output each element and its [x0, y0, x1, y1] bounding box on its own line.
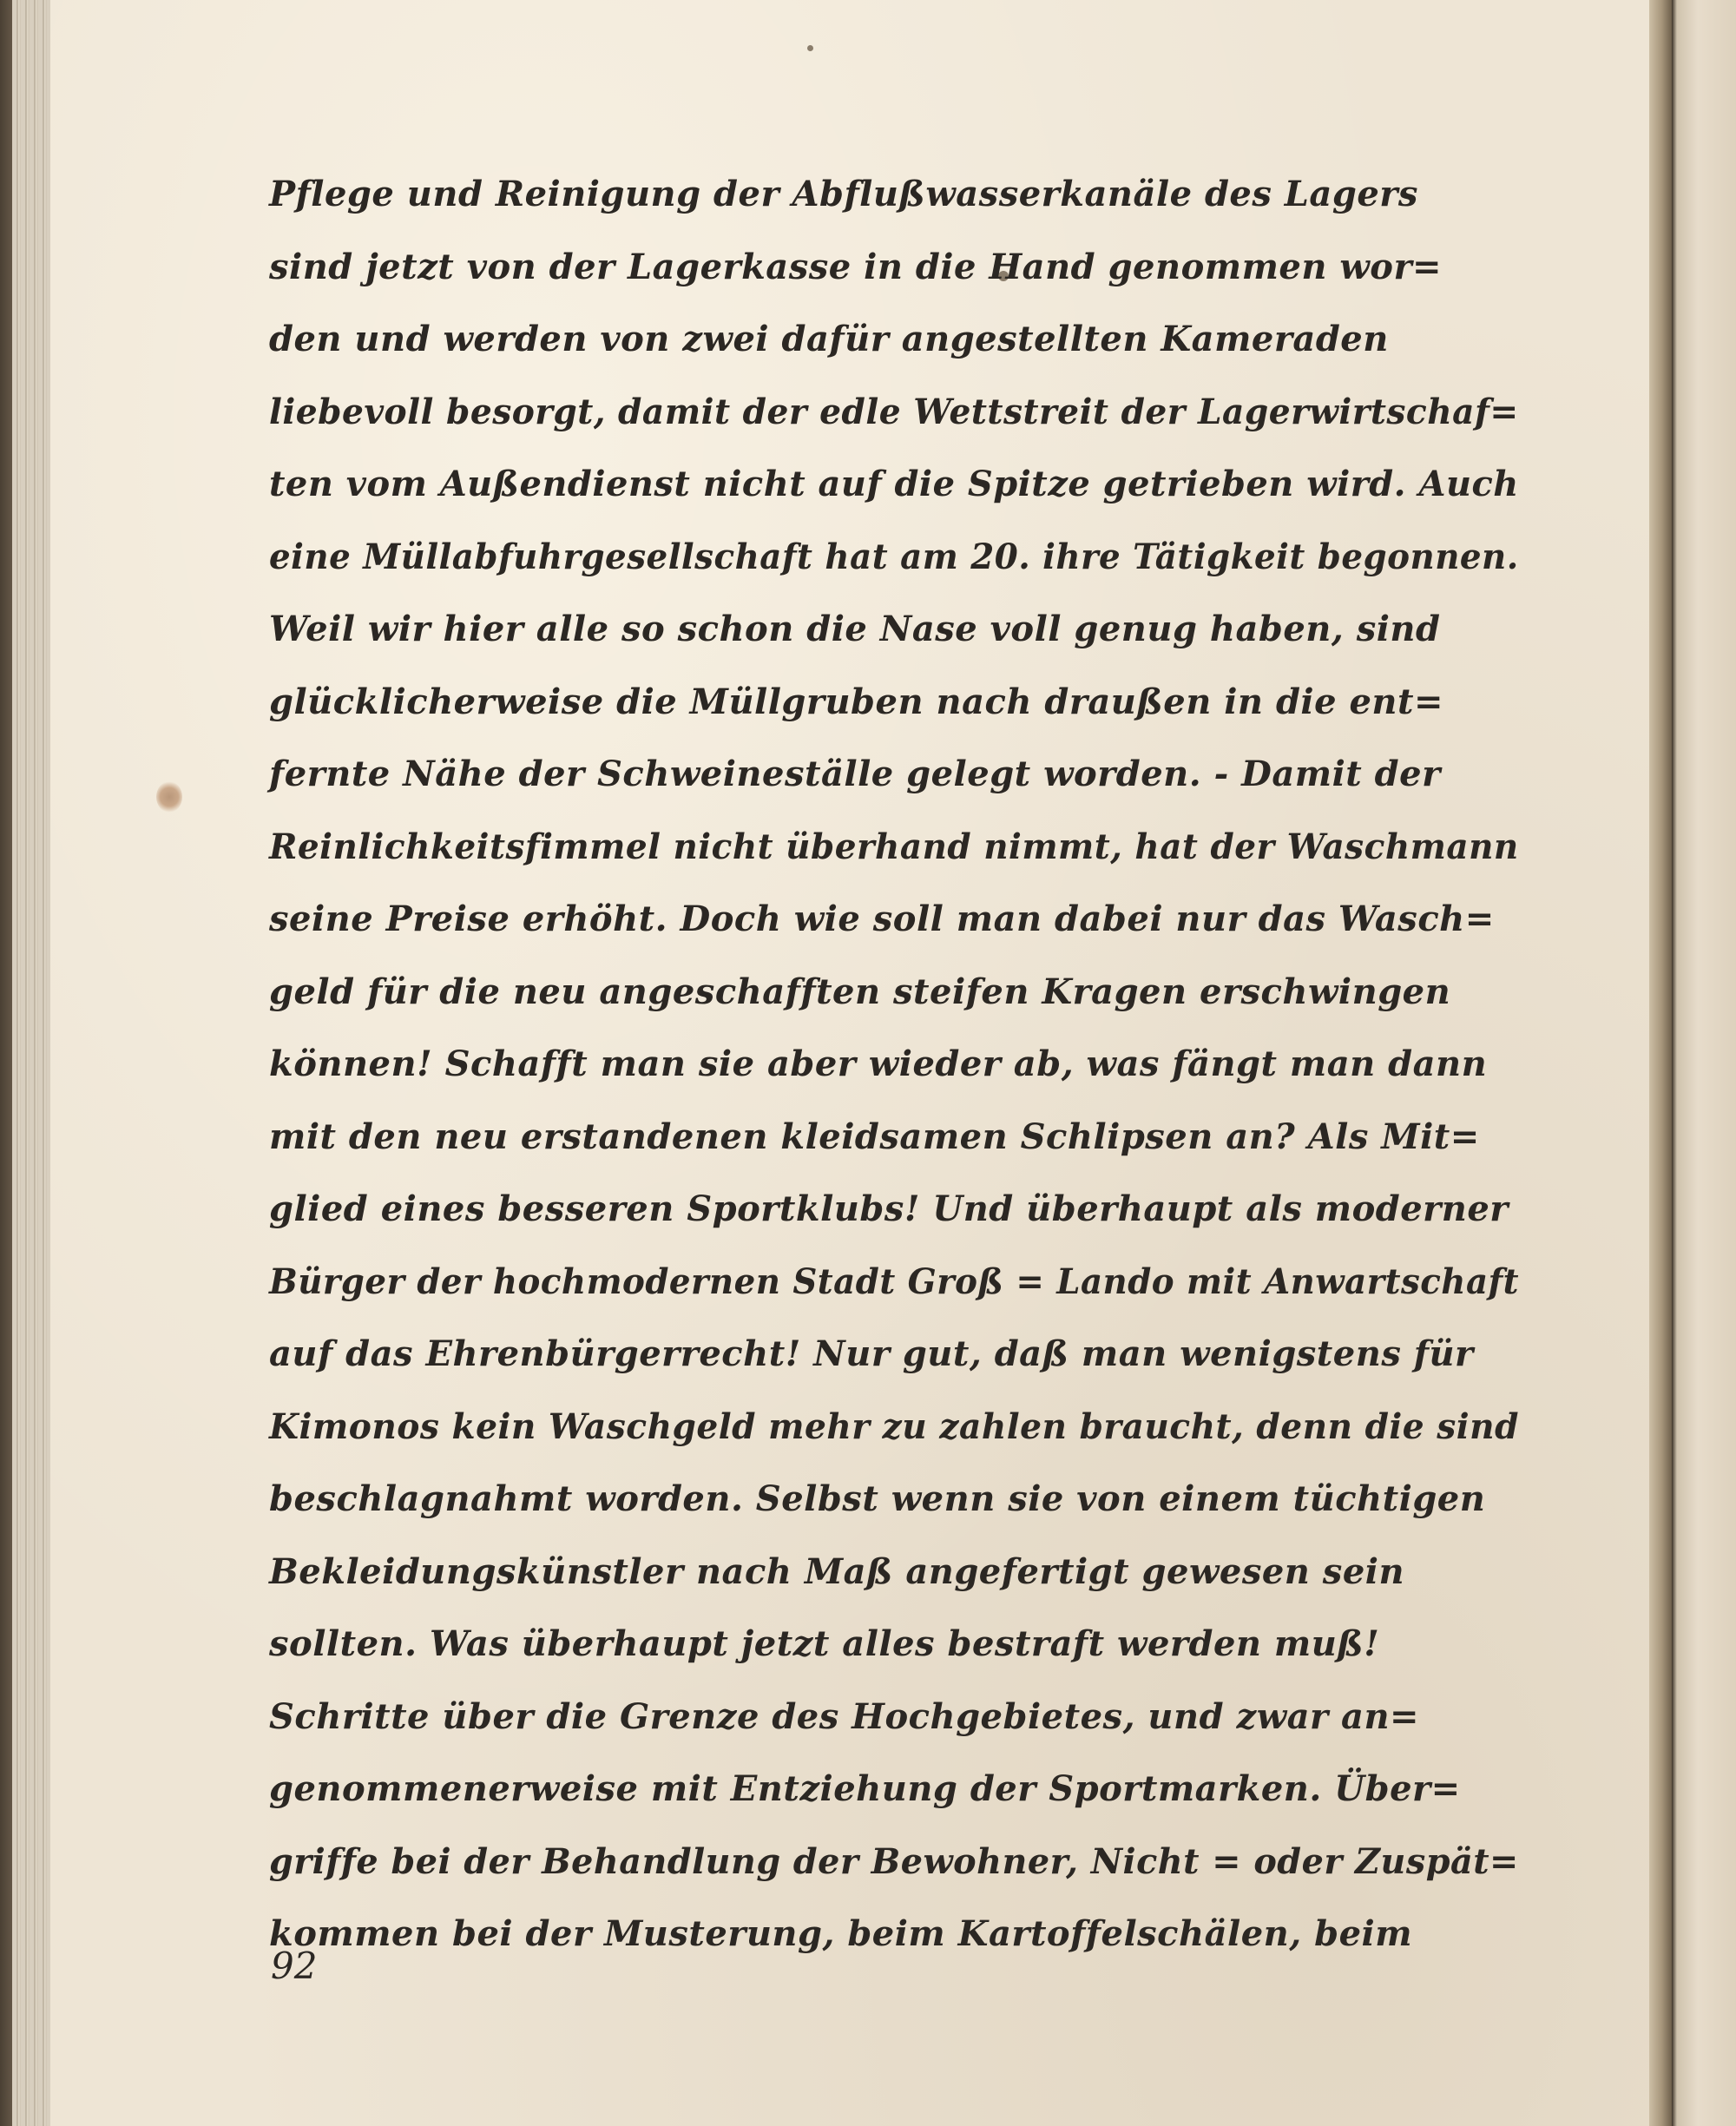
text-line: kommen bei der Musterung, beim Kartoffelschälen, beim	[269, 1913, 1413, 1954]
text-line: seine Preise erhöht. Doch wie soll man dabei nur das Wasch=	[269, 898, 1495, 939]
text-line: sind jetzt von der Lagerkasse in die Hand genommen wor=	[269, 246, 1443, 287]
text-line: den und werden von zwei dafür angestellten Kameraden	[269, 319, 1389, 359]
book-binding	[1649, 0, 1672, 2126]
paper-stain	[156, 781, 182, 813]
text-line: griffe bei der Behandlung der Bewohner, Nicht = oder Zuspät=	[269, 1840, 1519, 1882]
text-line: Pflege und Reinigung der Abflußwasserkanäle des Lagers	[269, 174, 1418, 214]
text-line: Kimonos kein Waschgeld mehr zu zahlen braucht, denn die sind	[269, 1405, 1519, 1447]
text-line: fernte Nähe der Schweineställe gelegt worden. - Damit der	[269, 754, 1441, 794]
text-line: können! Schafft man sie aber wieder ab, was fängt man dann	[269, 1043, 1488, 1084]
text-line: Bekleidungskünstler nach Maß angefertigt gewesen sein	[269, 1550, 1405, 1592]
text-line: genommenerweise mit Entziehung der Sportmarken. Über=	[269, 1768, 1461, 1809]
text-line: Weil wir hier alle so schon die Nase voll genug haben, sind	[269, 609, 1441, 649]
page-number: 92	[271, 1945, 318, 1987]
text-line: beschlagnahmt worden. Selbst wenn sie von einem tüchtigen	[269, 1478, 1486, 1519]
text-line: liebevoll besorgt, damit der edle Wettstreit der Lagerwirtschaf=	[269, 391, 1519, 432]
handwritten-text-block	[269, 158, 1519, 1971]
text-line: glied eines besseren Sportklubs! Und überhaupt als moderner	[269, 1188, 1509, 1229]
text-line: geld für die neu angeschafften steifen Kragen erschwingen	[269, 971, 1451, 1012]
text-line: glücklicherweise die Müllgruben nach draußen in die ent=	[269, 681, 1443, 722]
text-line: eine Müllabfuhrgesellschaft hat am 20. ihre Tätigkeit begonnen.	[269, 536, 1519, 577]
text-line: Bürger der hochmodernen Stadt Groß = Lando mit Anwartschaft	[269, 1260, 1520, 1302]
text-line: auf das Ehrenbürgerrecht! Nur gut, daß man wenigstens für	[269, 1333, 1474, 1374]
text-line: ten vom Außendienst nicht auf die Spitze getrieben wird. Auch	[269, 464, 1519, 504]
text-line: Reinlichkeitsfimmel nicht überhand nimmt, hat der Waschmann	[269, 826, 1519, 867]
stacked-page-edges	[12, 0, 54, 2126]
text-line: mit den neu erstandenen kleidsamen Schlipsen an? Als Mit=	[269, 1116, 1480, 1157]
ink-speck	[807, 45, 813, 51]
text-line: sollten. Was überhaupt jetzt alles bestraft werden muß!	[269, 1623, 1380, 1664]
adjacent-page-edge	[1672, 0, 1736, 2126]
text-line: Schritte über die Grenze des Hochgebietes, und zwar an=	[269, 1695, 1420, 1737]
